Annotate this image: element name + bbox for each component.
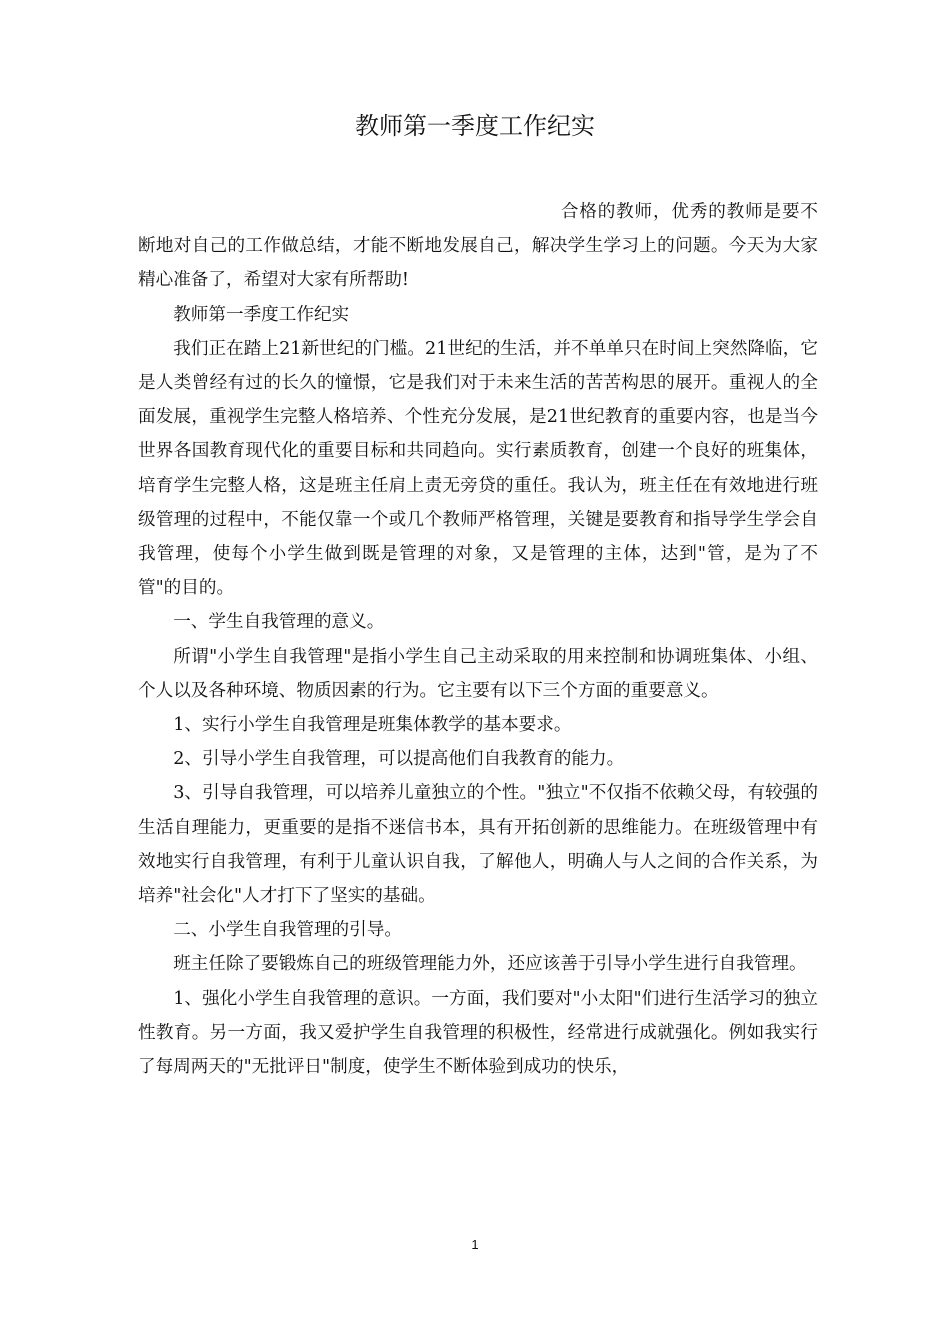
list-item: 2、引导小学生自我管理，可以提高他们自我教育的能力。: [173, 749, 625, 770]
intro-text: 合格的教师，优秀的教师是要不断地对自己的工作做总结，才能不断地发展自己，解决学生学习上的问题。今天为大家精心准备了，希望对大家有所帮助!: [138, 202, 818, 291]
page-number: 1: [471, 1237, 479, 1252]
list-item: 3、引导自我管理，可以培养儿童独立的个性。"独立"不仅指不依赖父母，有较强的生活自理能力，更重要的是指不迷信书本，具有开拓创新的思维能力。在班级管理中有效地实行自我管理，有利于儿童认识自我，了解他人，明确人与人之间的合作关系，为培养"社会化"人才打下了坚实的基础。: [138, 783, 818, 907]
list-item: 1、强化小学生自我管理的意识。一方面，我们要对"小太阳"们进行生活学习的独立性教育。另一方面，我又爱护学生自我管理的积极性，经常进行成就强化。例如我实行了每周两天的"无批评日"制度，使学生不断体验到成功的快乐，: [138, 988, 818, 1078]
section-heading: 二、小学生自我管理的引导。: [173, 920, 402, 941]
body-paragraph: 我们正在踏上21新世纪的门槛。21世纪的生活，并不单单只在时间上突然降临，它是人类曾经有过的长久的憧憬，它是我们对于未来生活的苦苦构思的展开。重视人的全面发展，重视学生完整人格培养、个性充分发展，是21世纪教育的重要内容，也是当今世界各国教育现代化的重要目标和共同趋向。实行素质教育，创建一个良好的班集体，培育学生完整人格，这是班主任肩上责无旁贷的重任。我认为，班主任在有效地进行班级管理的过程中，不能仅靠一个或几个教师严格管理，关键是要教育和指导学生学会自我管理，使每个小学生做到既是管理的对象，又是管理的主体，达到"管，是为了不管"的目的。: [138, 338, 818, 599]
body-paragraph: 班主任除了要锻炼自己的班级管理能力外，还应该善于引导小学生进行自我管理。: [173, 954, 807, 975]
intro-paragraph: [138, 195, 818, 298]
subtitle-paragraph: 教师第一季度工作纪实: [173, 304, 350, 325]
list-item: 1、实行小学生自我管理是班集体教学的基本要求。: [173, 715, 572, 736]
document-title: 教师第一季度工作纪实: [355, 112, 595, 140]
body-paragraph: 所谓"小学生自我管理"是指小学生自己主动采取的用来控制和协调班集体、小组、个人以及各种环境、物质因素的行为。它主要有以下三个方面的重要意义。: [138, 646, 818, 701]
document-body: [138, 195, 818, 1084]
section-heading: 一、学生自我管理的意义。: [173, 612, 385, 633]
